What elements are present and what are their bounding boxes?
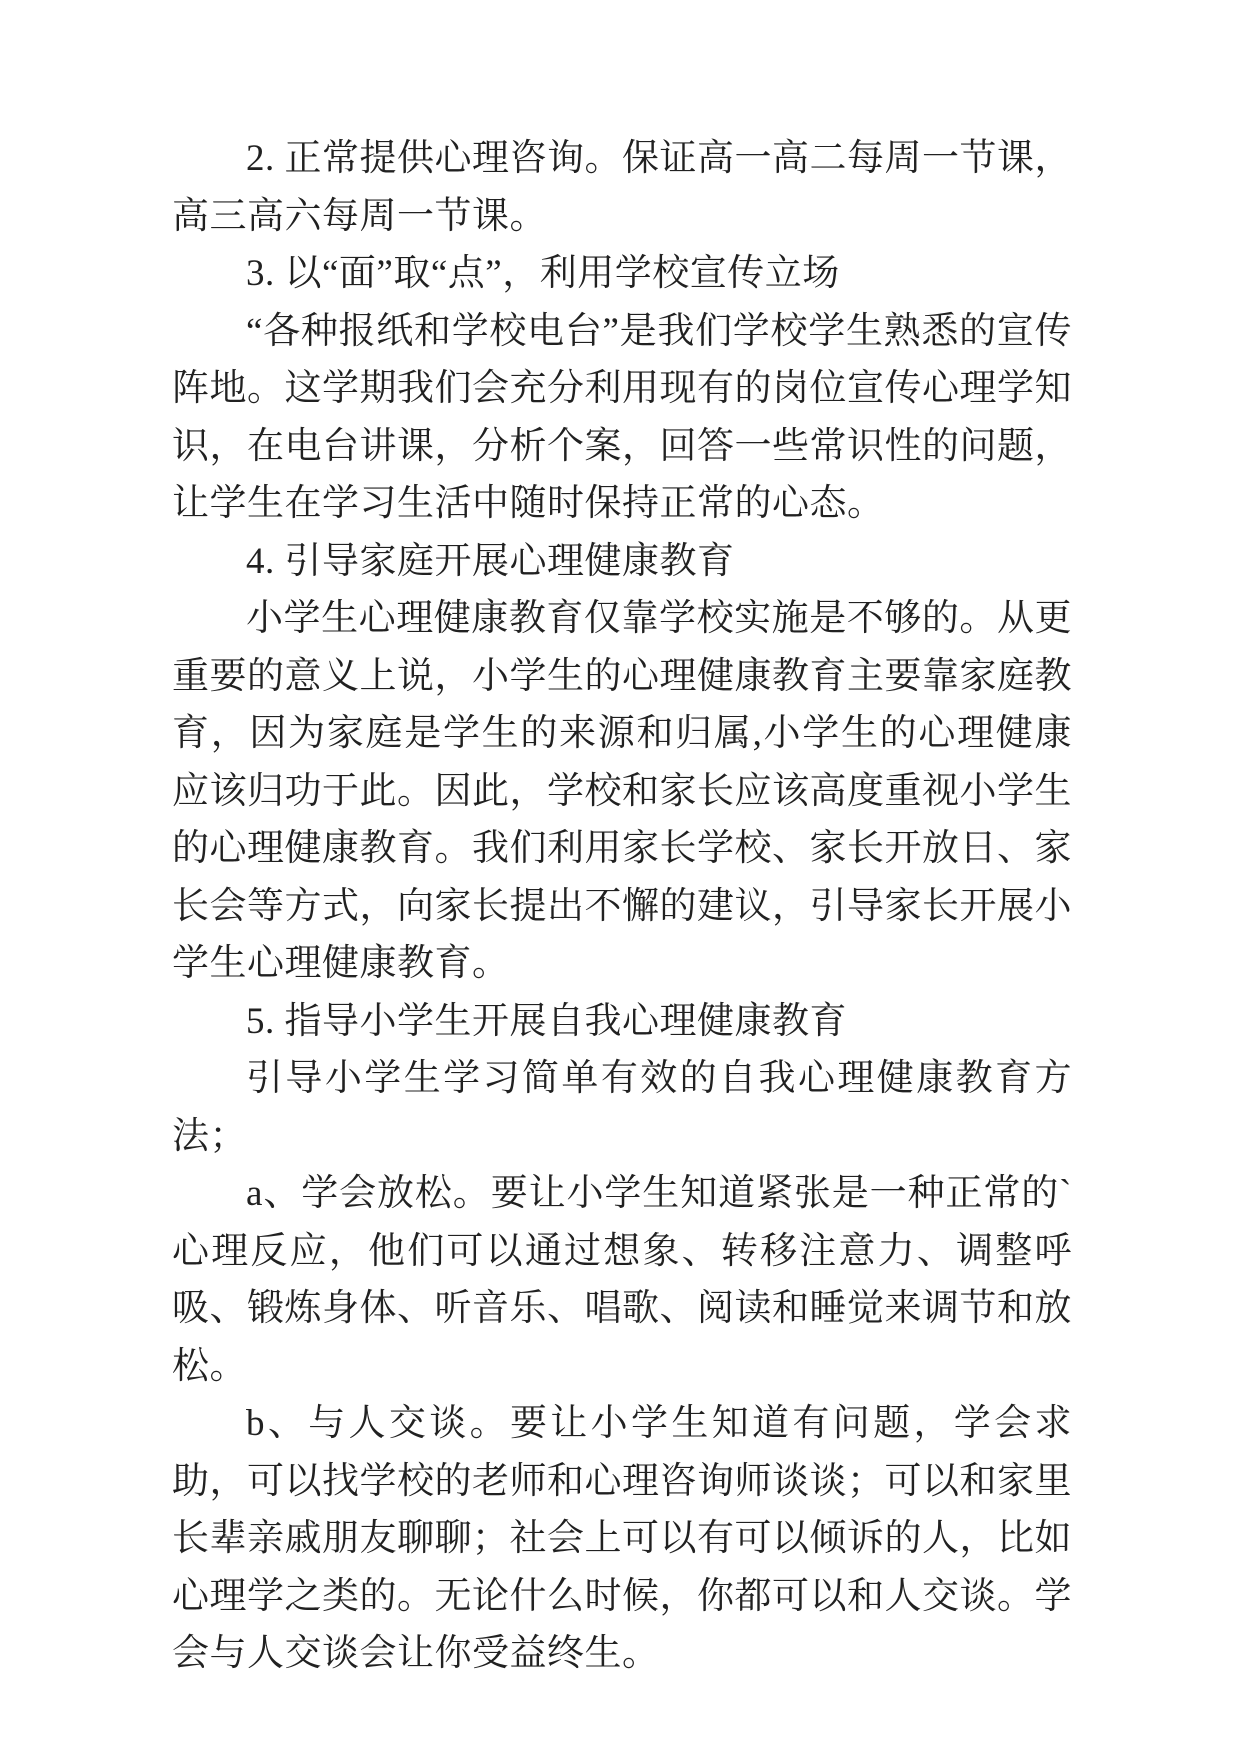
document-text-block <box>172 130 1072 1683</box>
paragraph-heading-5: 5. 指导小学生开展自我心理健康教育 <box>246 1000 847 1042</box>
paragraph-propaganda: “各种报纸和学校电台”是我们学校学生熟悉的宣传阵地。这学期我们会充分利用现有的岗位宣传心理学知识，在电台讲课，分析个案，回答一些常识性的问题，让学生在学习生活中随时保持正常的心态。 <box>172 310 1072 524</box>
paragraph-counseling: 2. 正常提供心理咨询。保证高一高二每周一节课，高三高六每周一节课。 <box>172 138 1072 237</box>
paragraph-item-a-relax: a、学会放松。要让小学生知道紧张是一种正常的`心理反应，他们可以通过想象、转移注意力、调整呼吸、锻炼身体、听音乐、唱歌、阅读和睡觉来调节和放松。 <box>172 1173 1072 1387</box>
paragraph-self-education-intro: 引导小学生学习简单有效的自我心理健康教育方法； <box>172 1058 1072 1157</box>
paragraph-family-education: 小学生心理健康教育仅靠学校实施是不够的。从更重要的意义上说，小学生的心理健康教育主要靠家庭教育，因为家庭是学生的来源和归属,小学生的心理健康应该归功于此。因此，学校和家长应该高度重视小学生的心理健康教育。我们利用家长学校、家长开放日、家长会等方式，向家长提出不懈的建议，引导家长开展小学生心理健康教育。 <box>172 598 1072 984</box>
paragraph-heading-4: 4. 引导家庭开展心理健康教育 <box>246 540 735 582</box>
paragraph-heading-3: 3. 以“面”取“点”，利用学校宣传立场 <box>246 253 840 294</box>
paragraph-item-b-talk: b、与人交谈。要让小学生知道有问题，学会求助，可以找学校的老师和心理咨询师谈谈；可以和家里长辈亲戚朋友聊聊；社会上可以有可以倾诉的人，比如心理学之类的。无论什么时候，你都可以和人交谈。学会与人交谈会让你受益终生。 <box>172 1403 1072 1674</box>
